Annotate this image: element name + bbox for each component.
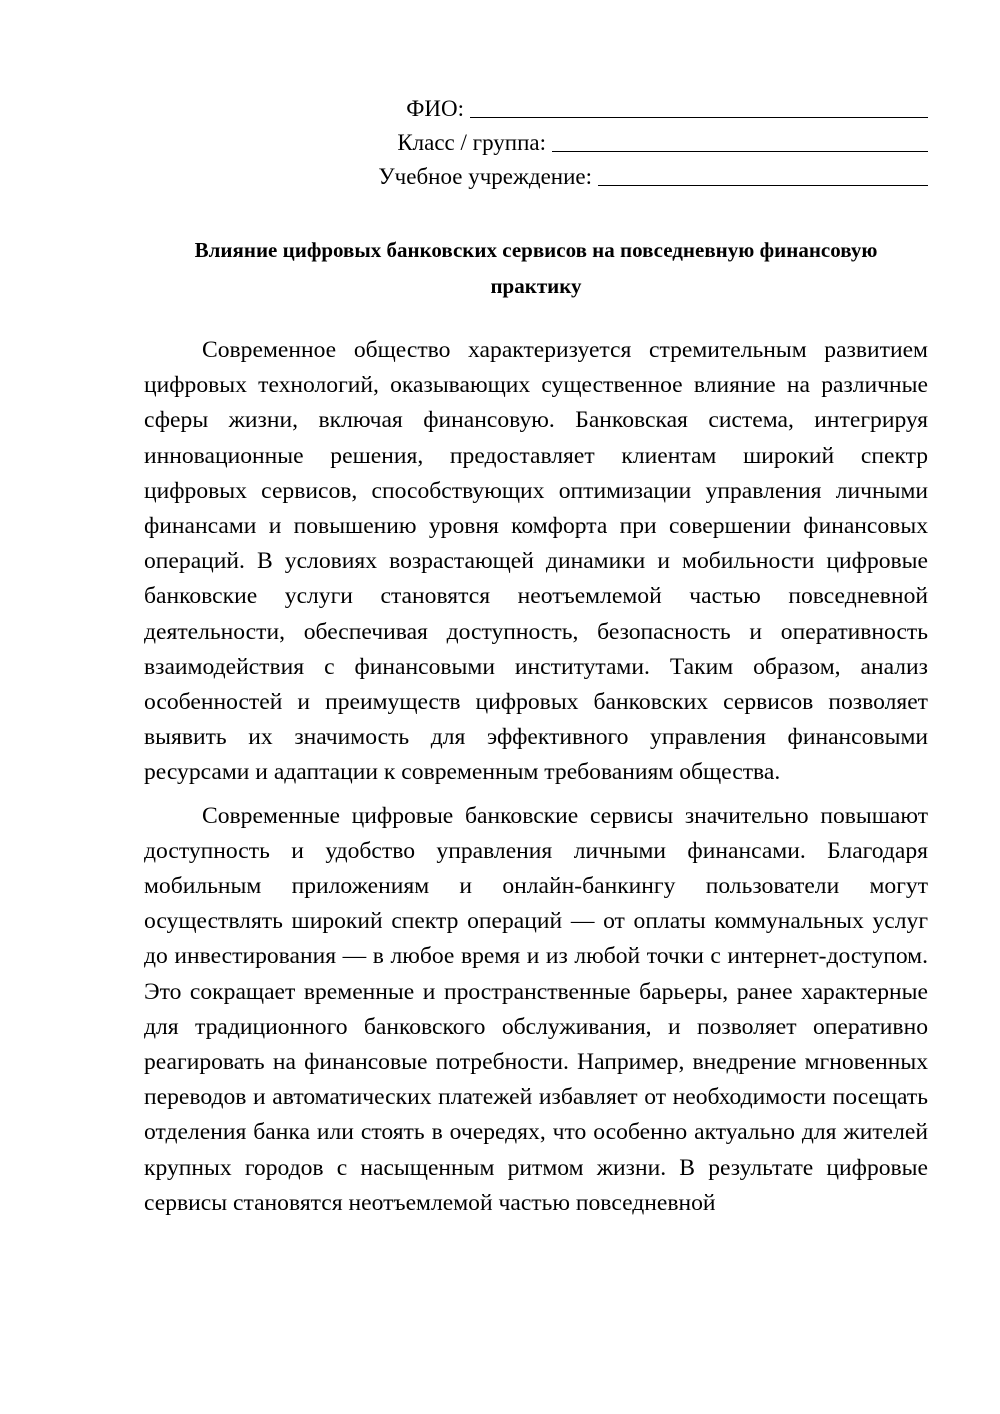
paragraph: Современное общество характеризуется стремительным развитием цифровых технологий, оказывающих существенное влияние на различные сферы жизни, включая финансовую. Банковская система, интегрируя инновационные решения, предоставляет клиентам широкий спектр цифровых сервисов, способствующих оптимизации управления личными финансами и повышению уровня комфорта при совершении финансовых операций. В условиях возрастающей динамики и мобильности цифровые банковские услуги становятся неотъемлемой частью повседневной деятельности, обеспечивая доступность, безопасность и оперативность взаимодействия с финансовыми институтами. Таким образом, анализ особенностей и преимуществ цифровых банковских сервисов позволяет выявить их значимость для эффективного управления финансовыми ресурсами и адаптации к современным требованиям общества. — [144, 337, 928, 786]
class-label: Класс / группа: — [397, 130, 546, 155]
fio-label: ФИО: — [406, 96, 464, 121]
student-info-block — [308, 92, 928, 194]
fio-blank-line — [470, 95, 928, 118]
paragraph: Современные цифровые банковские сервисы значительно повышают доступность и удобство управления личными финансами. Благодаря мобильным приложениям и онлайн-банкингу пользователи могут осуществлять широкий спектр операций — от оплаты коммунальных услуг до инвестирования — в любое время и из любой точки с интернет-доступом. Это сокращает временные и пространственные барьеры, ранее характерные для традиционного банковского обслуживания, и позволяет оперативно реагировать на финансовые потребности. Например, внедрение мгновенных переводов и автоматических платежей избавляет от необходимости посещать отделения банка или стоять в очередях, что особенно актуально для жителей крупных городов с насыщенным ритмом жизни. В результате цифровые сервисы становятся неотъемлемой частью повседневной — [144, 802, 928, 1216]
title-line-2: практику — [490, 274, 582, 298]
title-line-1: Влияние цифровых банковских сервисов на повседневную финансовую — [194, 238, 878, 262]
school-row — [308, 160, 928, 194]
school-blank-line — [598, 163, 928, 186]
fio-row — [308, 92, 928, 126]
school-label: Учебное учреждение: — [378, 164, 592, 189]
document-title — [140, 232, 932, 304]
document-body — [144, 333, 928, 1229]
class-blank-line — [552, 129, 928, 152]
class-row — [308, 126, 928, 160]
